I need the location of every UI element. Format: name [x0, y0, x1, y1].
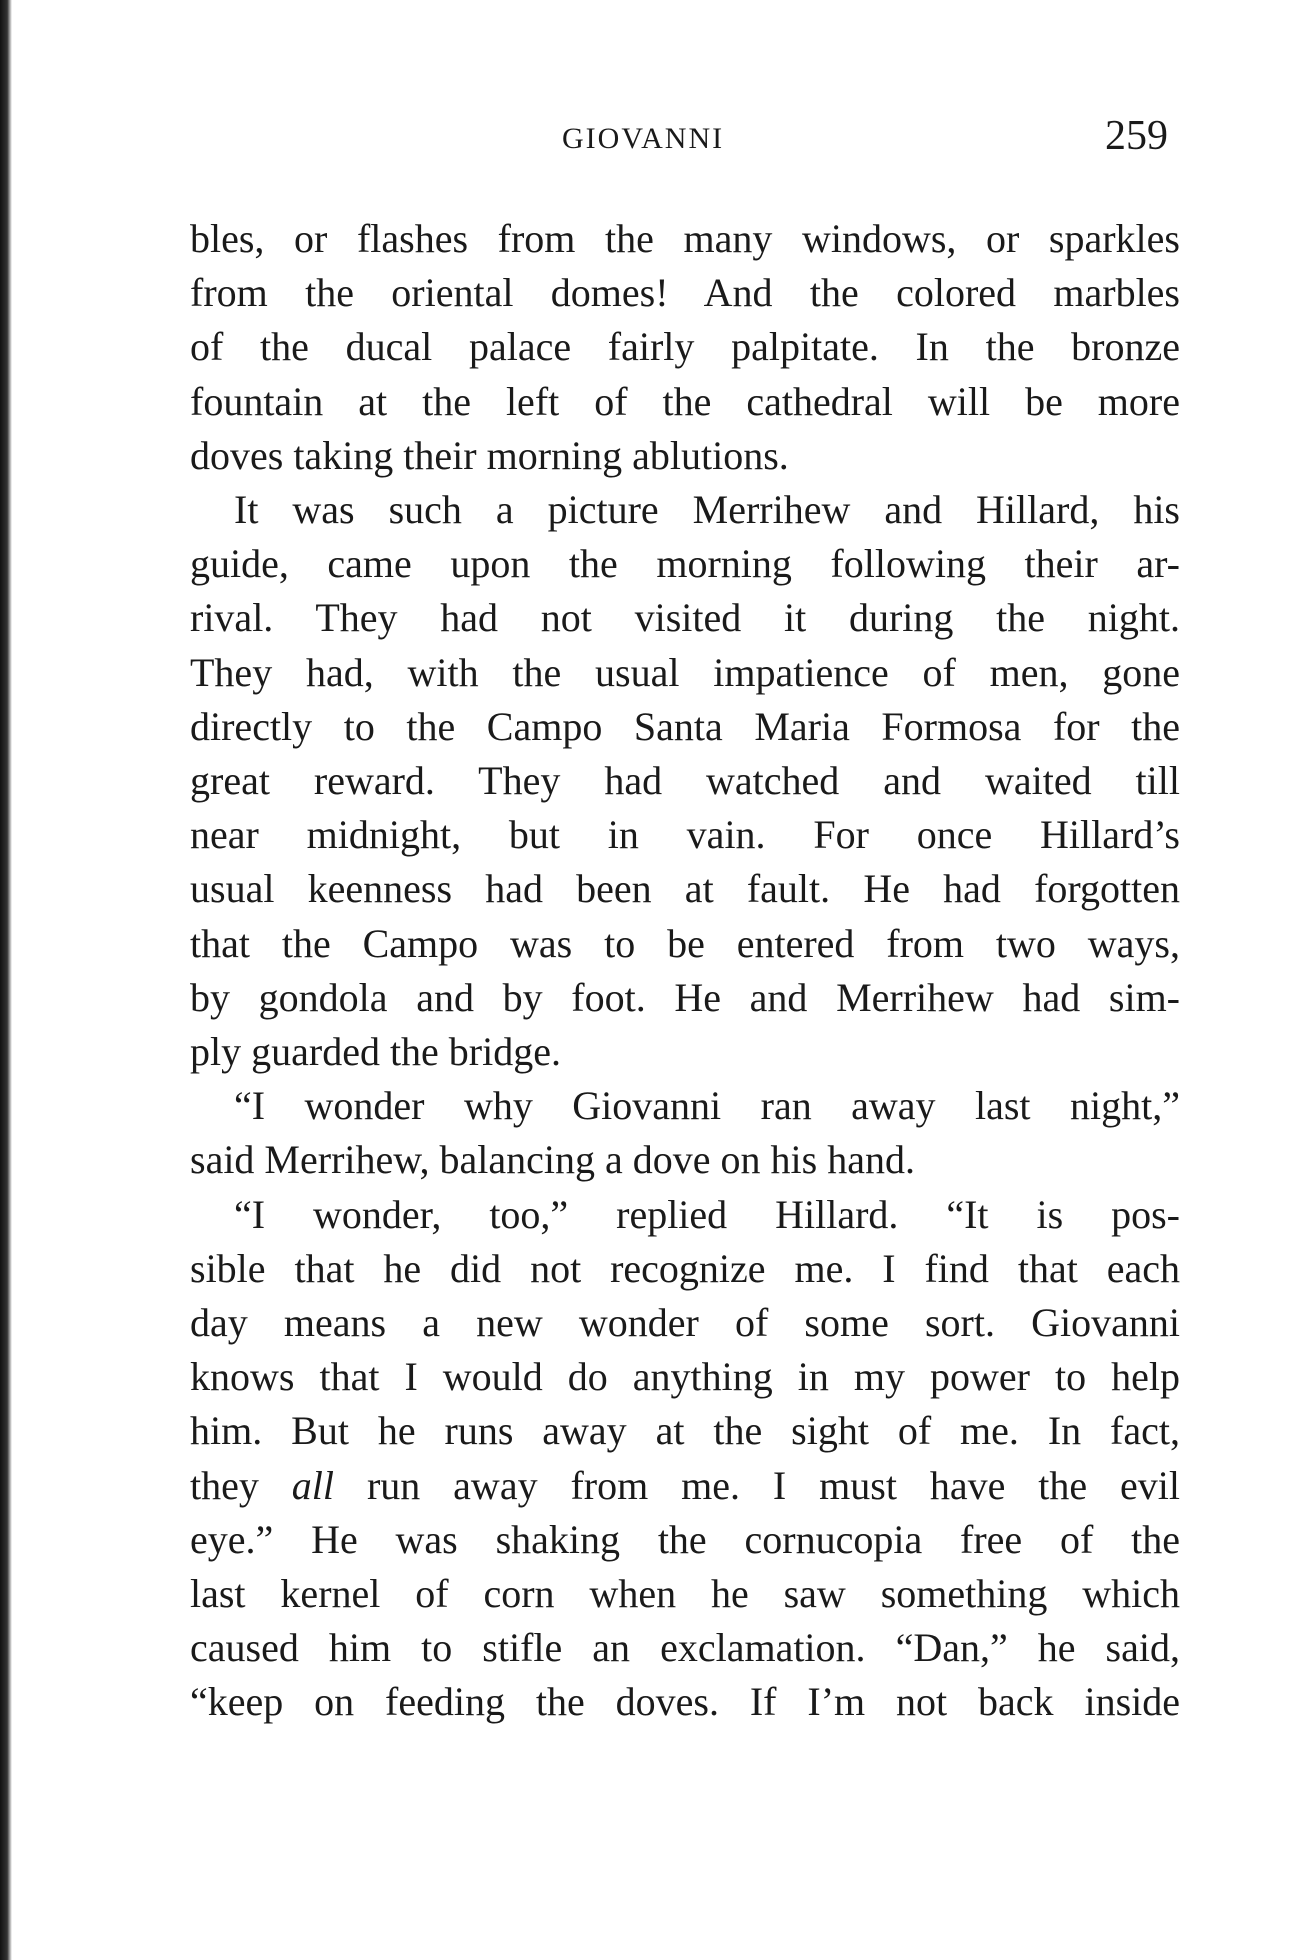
text-line: bles, or flashes from the many windows, or sparkles — [190, 216, 1180, 261]
text-line: rival. They had not visited it during the night. — [190, 595, 1180, 641]
text-line: from the oriental domes! And the colored marbles — [190, 270, 1180, 316]
text-line: sible that he did not recognize me. I find that each — [190, 1245, 1180, 1291]
page-header — [190, 113, 1190, 178]
text-line: day means a new wonder of some sort. Giovanni — [190, 1300, 1180, 1346]
paragraph-start-line: “I wonder why Giovanni ran away last night,” — [234, 1083, 1180, 1129]
text-line: that the Campo was to be entered from two ways, — [190, 920, 1180, 966]
italic-emphasis: all — [291, 1462, 335, 1508]
text-line: said Merrihew, balancing a dove on his hand. — [190, 1137, 915, 1183]
text-line: doves taking their morning ablutions. — [190, 432, 789, 478]
text-line: usual keenness had been at fault. He had forgotten — [190, 866, 1180, 912]
text-line: great reward. They had watched and waited till — [190, 758, 1180, 804]
text-line: caused him to stifle an exclamation. “Dan,” he said, — [190, 1625, 1180, 1671]
running-title: GIOVANNI — [562, 122, 725, 155]
page-number: 259 — [1105, 113, 1168, 159]
text-line: last kernel of corn when he saw something which — [190, 1571, 1180, 1617]
text-fragment: they — [190, 1462, 259, 1508]
text-line: of the ducal palace fairly palpitate. In the bronze — [190, 324, 1180, 370]
text-line: guide, came upon the morning following their ar- — [190, 541, 1180, 587]
paragraph-start-line: It was such a picture Merrihew and Hillard, his — [234, 487, 1180, 533]
body-text — [190, 212, 1180, 1730]
text-line: directly to the Campo Santa Maria Formosa for the — [190, 703, 1180, 749]
text-line: “keep on feeding the doves. If I’m not back inside — [190, 1679, 1180, 1725]
text-line: him. But he runs away at the sight of me. In fact, — [190, 1408, 1180, 1454]
text-line: knows that I would do anything in my power to help — [190, 1354, 1180, 1400]
text-fragment: run away from me. I must have the evil — [366, 1462, 1181, 1508]
text-line: ply guarded the bridge. — [190, 1029, 561, 1075]
text-line: near midnight, but in vain. For once Hillard’s — [190, 812, 1180, 858]
text-line — [190, 1459, 1180, 1513]
text-line: fountain at the left of the cathedral will be more — [190, 378, 1180, 424]
page-edge-shadow — [0, 0, 12, 1960]
text-line: eye.” He was shaking the cornucopia free of the — [190, 1516, 1180, 1562]
paragraph-start-line: “I wonder, too,” replied Hillard. “It is pos- — [234, 1191, 1180, 1237]
text-line: They had, with the usual impatience of men, gone — [190, 649, 1180, 695]
text-line: by gondola and by foot. He and Merrihew had sim- — [190, 974, 1180, 1020]
